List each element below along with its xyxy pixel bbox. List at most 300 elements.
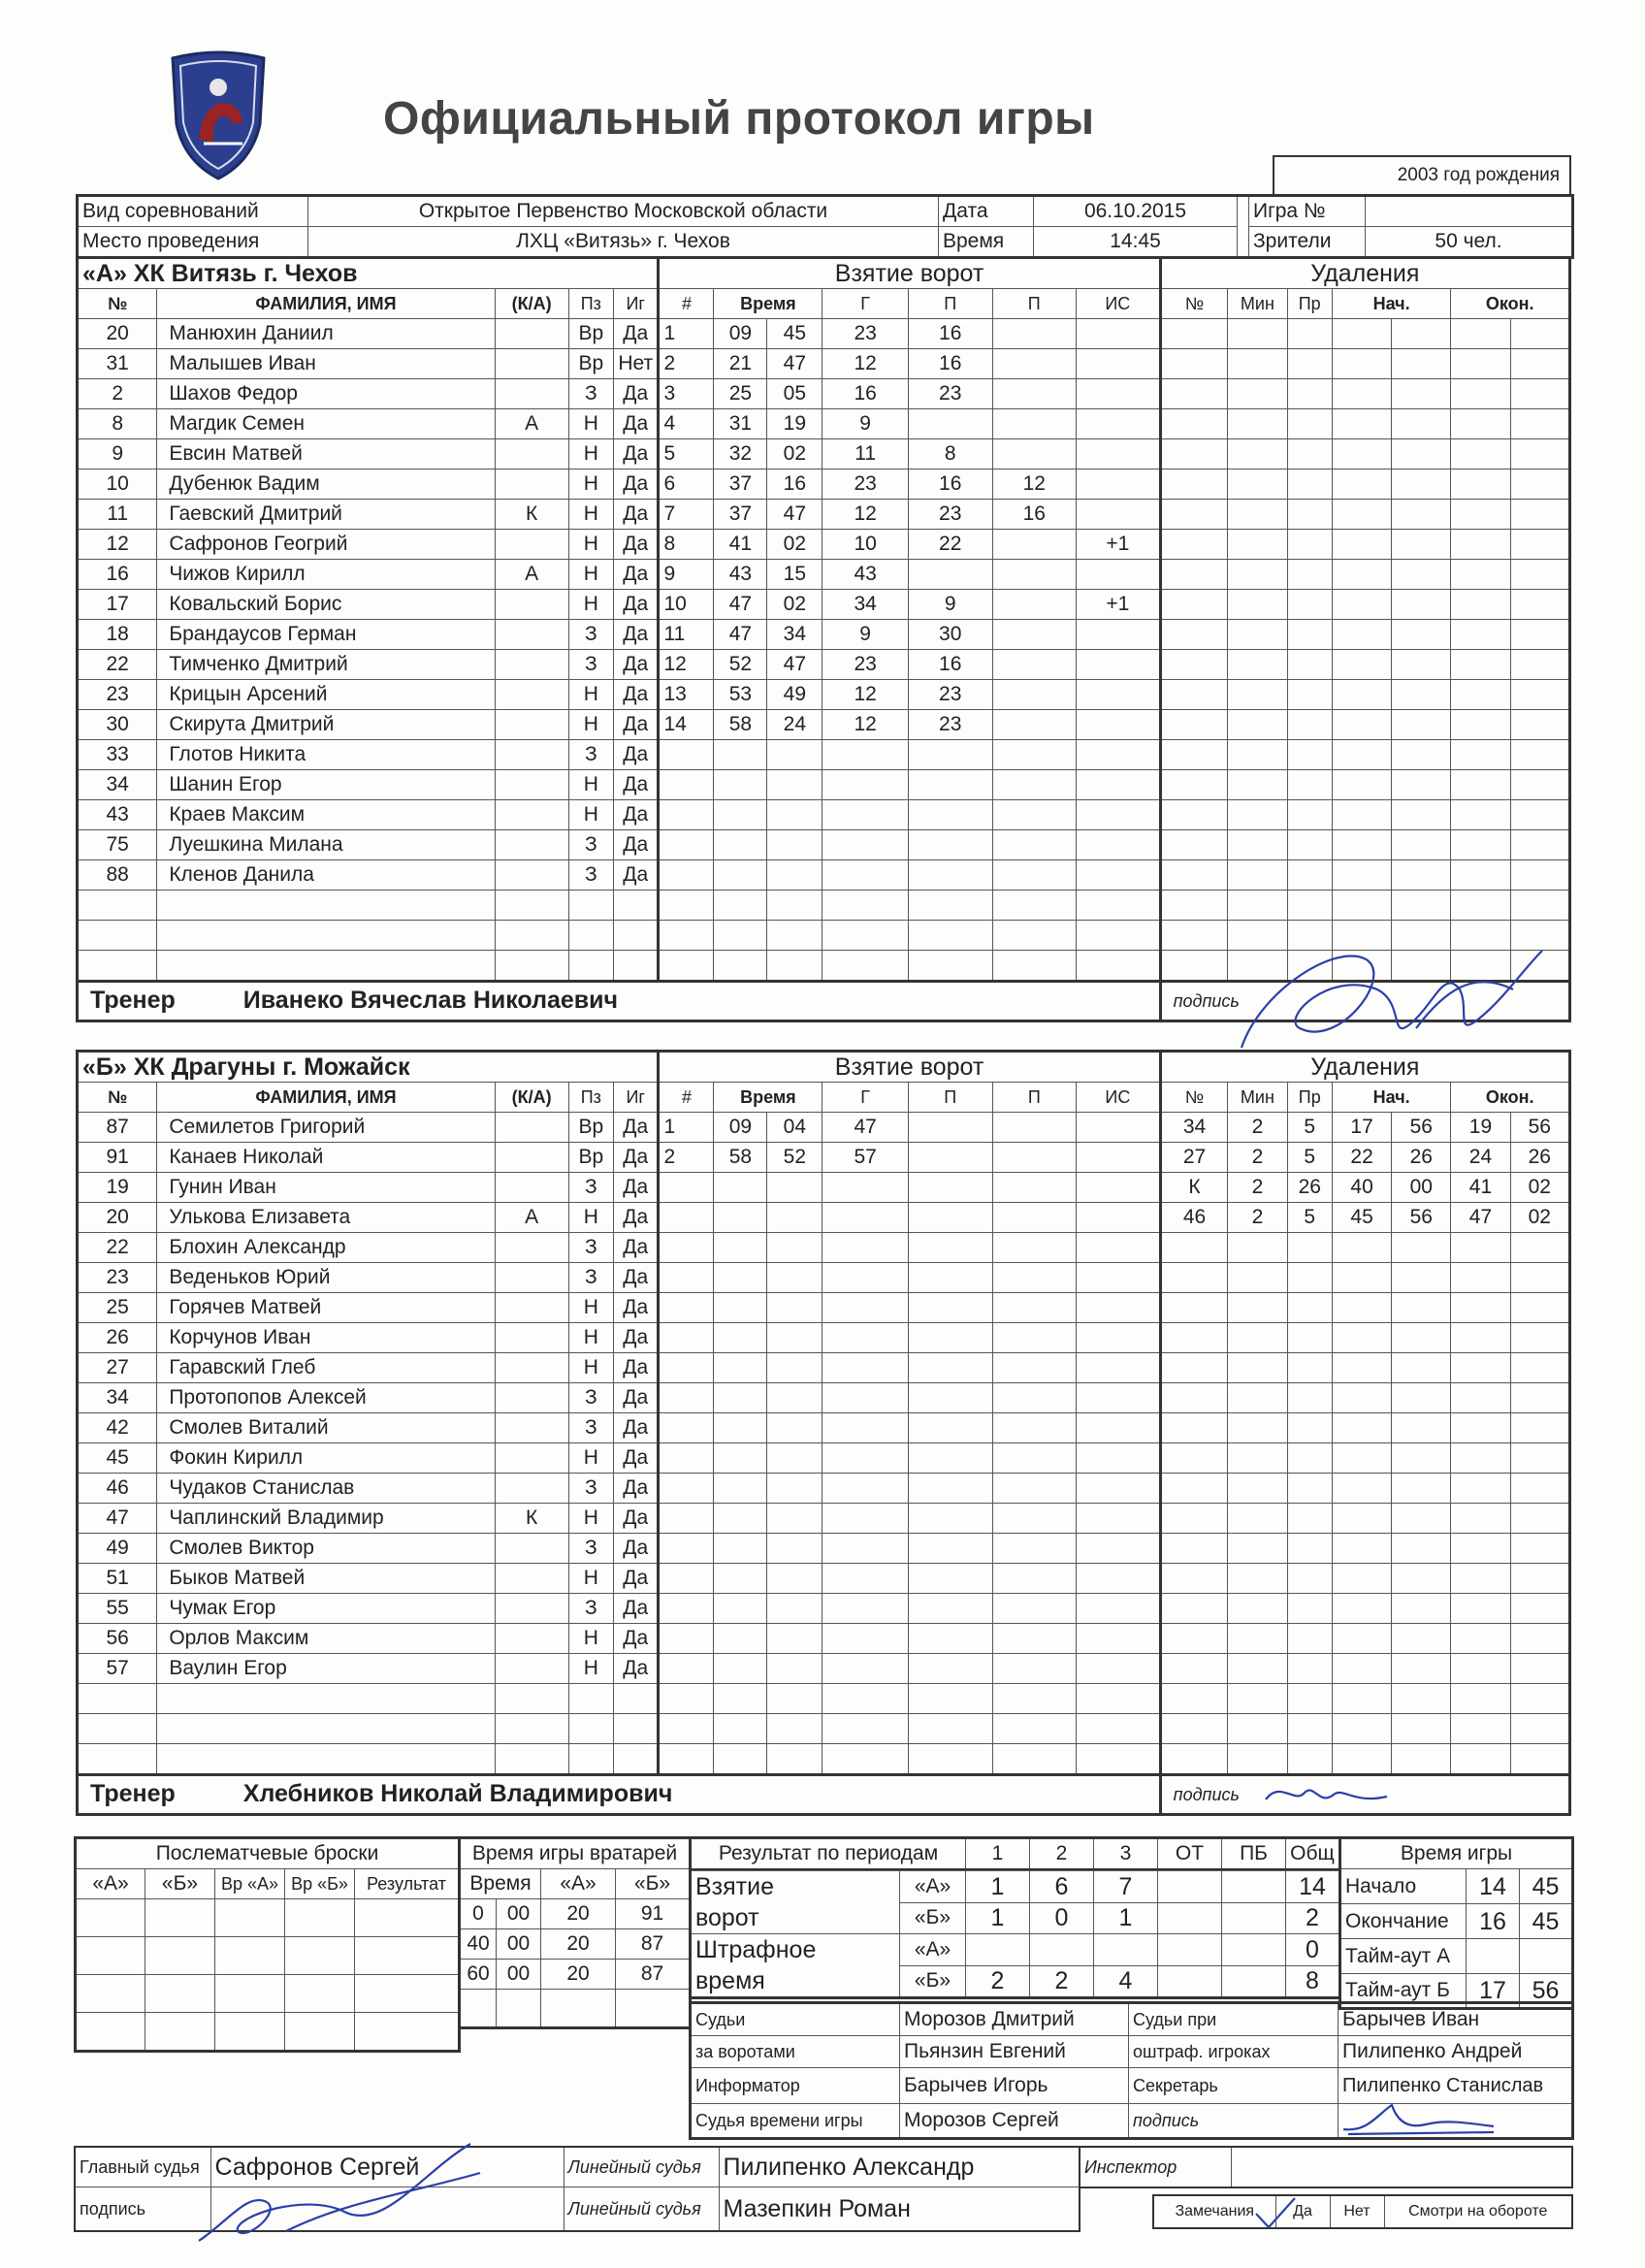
team-title: «А» ХК Витязь г. Чехов: [78, 258, 659, 289]
goal-time-min: [714, 1744, 767, 1775]
penalty-start-min: [1332, 349, 1391, 379]
period-value: 6: [1030, 1871, 1094, 1903]
penalty-reason: [1287, 409, 1332, 439]
player-number: 23: [78, 680, 157, 710]
player-position: З: [568, 650, 613, 680]
goal-scorer: 23: [822, 650, 909, 680]
player-played: Да: [614, 500, 659, 530]
table-row: [78, 770, 1570, 800]
penalty-minutes: [1228, 319, 1287, 349]
player-number: 33: [78, 740, 157, 770]
penalties-header: Удаления: [1160, 1052, 1569, 1083]
goal-scorer: [822, 740, 909, 770]
goal-situation: [1077, 500, 1161, 530]
goal-number: [659, 1353, 714, 1383]
period-col: Общ: [1286, 1838, 1340, 1870]
player-number: [78, 921, 157, 951]
goal-assist-1: [908, 921, 992, 951]
player-number: 51: [78, 1564, 157, 1594]
goal-scorer: [822, 921, 909, 951]
penalty-start-sec: 00: [1392, 1173, 1451, 1203]
player-played: Да: [614, 650, 659, 680]
player-played: Да: [614, 379, 659, 409]
table-row: [78, 500, 1570, 530]
player-position: З: [568, 1594, 613, 1624]
goal-situation: [1077, 1474, 1161, 1504]
goal-scorer: [822, 1474, 909, 1504]
goal-time-sec: 02: [767, 530, 822, 560]
penalty-minutes: [1228, 1443, 1287, 1474]
remarks-table: [1152, 2194, 1573, 2229]
period-value: 2: [966, 1965, 1030, 1998]
penalty-end-sec: [1510, 560, 1569, 590]
table-row: [78, 560, 1570, 590]
penalty-reason: [1287, 1233, 1332, 1263]
goal-assist-2: [992, 1504, 1077, 1534]
goal-scorer: 10: [822, 530, 909, 560]
goal-number: [659, 1443, 714, 1474]
table-row: [78, 710, 1570, 740]
goal-time-sec: [767, 921, 822, 951]
player-played: Да: [614, 1624, 659, 1654]
goal-situation: [1077, 1413, 1161, 1443]
goal-assist-1: 16: [908, 470, 992, 500]
player-number: 26: [78, 1323, 157, 1353]
inspector-value: [1231, 2147, 1572, 2187]
player-role: [495, 1534, 568, 1564]
player-role: [495, 830, 568, 860]
goalie-time-title: Время игры вратарей: [460, 1838, 691, 1869]
goal-assist-2: [992, 1173, 1077, 1203]
player-role: [495, 1233, 568, 1263]
player-position: Н: [568, 710, 613, 740]
goal-time-min: [714, 1654, 767, 1684]
head-ref-value: Сафронов Сергей: [210, 2147, 564, 2187]
timekeeper-value: Морозов Сергей: [900, 2104, 1129, 2139]
player-name: Евсин Матвей: [157, 439, 495, 470]
penalty-end-sec: [1510, 530, 1569, 560]
goal-time-sec: 45: [767, 319, 822, 349]
column-header: (К/А): [495, 1083, 568, 1113]
penalty-number: [1160, 620, 1228, 650]
penalty-minutes: [1228, 770, 1287, 800]
penalty-reason: [1287, 860, 1332, 891]
penalty-reason: [1287, 620, 1332, 650]
column-header: Окон.: [1451, 289, 1570, 319]
penalty-reason: [1287, 379, 1332, 409]
penalty-end-sec: [1510, 409, 1569, 439]
player-number: 27: [78, 1353, 157, 1383]
goal-situation: [1077, 1383, 1161, 1413]
player-position: [568, 921, 613, 951]
game-no-label: Игра №: [1249, 196, 1366, 227]
goal-assist-2: [992, 1323, 1077, 1353]
shootout-table: [74, 1836, 461, 2053]
player-number: 43: [78, 800, 157, 830]
goal-time-min: [714, 830, 767, 860]
penalty-minutes: [1228, 891, 1287, 921]
goal-assist-1: [908, 1654, 992, 1684]
goal-situation: +1: [1077, 590, 1161, 620]
column-header: П: [908, 289, 992, 319]
goal-scorer: [822, 860, 909, 891]
penalty-number: [1160, 770, 1228, 800]
penalty-start-min: [1332, 1654, 1391, 1684]
goal-assist-1: [908, 1383, 992, 1413]
goal-number: [659, 770, 714, 800]
referees-table: [74, 2146, 1081, 2232]
informer-label: Информатор: [691, 2068, 900, 2104]
penalty-end-sec: [1510, 1293, 1569, 1323]
penalty-number: [1160, 1323, 1228, 1353]
goal-assist-2: [992, 891, 1077, 921]
penalty-minutes: [1228, 1504, 1287, 1534]
penalty-end-sec: [1510, 470, 1569, 500]
timeout-b-label: Тайм-аут Б: [1340, 1974, 1467, 2009]
player-number: 9: [78, 439, 157, 470]
goal-assist-1: 23: [908, 500, 992, 530]
goal-assist-1: 30: [908, 620, 992, 650]
penalty-end-min: [1451, 891, 1510, 921]
goal-number: 6: [659, 470, 714, 500]
remarks-no[interactable]: Нет: [1330, 2195, 1384, 2228]
remarks-yes[interactable]: Да: [1275, 2195, 1330, 2228]
goal-situation: [1077, 349, 1161, 379]
penalty-reason: 5: [1287, 1143, 1332, 1173]
head-ref-sig-label: подпись: [75, 2187, 210, 2232]
penalty-reason: [1287, 1624, 1332, 1654]
penalty-end-min: [1451, 1263, 1510, 1293]
player-role: [495, 1654, 568, 1684]
goal-time-min: [714, 1293, 767, 1323]
date-value: 06.10.2015: [1034, 196, 1238, 227]
goal-scorer: [822, 1534, 909, 1564]
goal-time-sec: [767, 1233, 822, 1263]
penalty-number: [1160, 1233, 1228, 1263]
player-position: Н: [568, 1504, 613, 1534]
gk-team-b: 91: [616, 1899, 691, 1929]
goal-time-sec: [767, 1443, 822, 1474]
penalty-start-min: [1332, 1564, 1391, 1594]
goal-judges-label: Судьи: [691, 2003, 900, 2036]
penalty-reason: [1287, 1714, 1332, 1744]
player-name: Шахов Федор: [157, 379, 495, 409]
period-value: 8: [1286, 1965, 1340, 1998]
goal-judges-label-2: за воротами: [691, 2036, 900, 2068]
player-number: 87: [78, 1113, 157, 1143]
penalty-start-min: [1332, 710, 1391, 740]
gk-team-a: 20: [541, 1899, 616, 1929]
goal-assist-1: [908, 1413, 992, 1443]
goal-scorer: 23: [822, 470, 909, 500]
goal-assist-1: [908, 1504, 992, 1534]
table-row: [78, 921, 1570, 951]
goal-assist-1: [908, 1233, 992, 1263]
goal-assist-2: [992, 1684, 1077, 1714]
column-header: Мин: [1228, 1083, 1287, 1113]
penalty-end-sec: [1510, 680, 1569, 710]
penalty-end-min: [1451, 560, 1510, 590]
penalty-start-sec: 26: [1392, 1143, 1451, 1173]
gk-min: 40: [460, 1929, 497, 1960]
secretary-signature: [1339, 2104, 1573, 2139]
goal-time-sec: [767, 1474, 822, 1504]
table-row: [78, 530, 1570, 560]
penalty-start-min: 45: [1332, 1203, 1391, 1233]
player-played: Да: [614, 860, 659, 891]
goal-assist-1: [908, 1353, 992, 1383]
goal-assist-2: [992, 349, 1077, 379]
goal-number: 2: [659, 1143, 714, 1173]
player-played: Да: [614, 1323, 659, 1353]
penalty-end-min: [1451, 1534, 1510, 1564]
penalty-start-min: [1332, 1383, 1391, 1413]
player-played: Да: [614, 1504, 659, 1534]
player-number: [78, 951, 157, 982]
penalty-end-min: [1451, 530, 1510, 560]
period-value: [1094, 1934, 1158, 1966]
player-played: [614, 921, 659, 951]
penalty-end-sec: [1510, 710, 1569, 740]
column-header: Окон.: [1451, 1083, 1570, 1113]
penalty-number: [1160, 1654, 1228, 1684]
period-row-team: «А»: [900, 1934, 966, 1966]
penalty-reason: 5: [1287, 1113, 1332, 1143]
goal-situation: [1077, 951, 1161, 982]
competition-value: Открытое Первенство Московской области: [308, 196, 939, 227]
penalty-end-min: [1451, 921, 1510, 951]
player-position: Н: [568, 1353, 613, 1383]
player-name: Горячев Матвей: [157, 1293, 495, 1323]
player-played: Да: [614, 439, 659, 470]
goal-number: 13: [659, 680, 714, 710]
player-name: Сафронов Геогрий: [157, 530, 495, 560]
player-role: [495, 1594, 568, 1624]
teamB-table: [76, 1050, 1571, 1816]
column-header: ИС: [1077, 289, 1161, 319]
penalty-minutes: [1228, 680, 1287, 710]
player-role: А: [495, 1203, 568, 1233]
penalty-end-sec: [1510, 891, 1569, 921]
goal-assist-2: [992, 1744, 1077, 1775]
player-played: Нет: [614, 349, 659, 379]
player-role: [495, 921, 568, 951]
penalty-end-min: [1451, 319, 1510, 349]
player-position: Н: [568, 1203, 613, 1233]
goal-assist-1: [908, 1564, 992, 1594]
goal-number: [659, 1413, 714, 1443]
penalty-reason: [1287, 349, 1332, 379]
table-row: [78, 1143, 1570, 1173]
goal-assist-1: 23: [908, 710, 992, 740]
goal-scorer: 9: [822, 620, 909, 650]
player-name: Чумак Егор: [157, 1594, 495, 1624]
penalty-number: [1160, 1714, 1228, 1744]
table-row: [78, 891, 1570, 921]
penalty-start-min: [1332, 620, 1391, 650]
goal-number: [659, 1233, 714, 1263]
penalty-minutes: [1228, 620, 1287, 650]
gk-min: 0: [460, 1899, 497, 1929]
column-header: Пз: [568, 1083, 613, 1113]
penalty-reason: [1287, 1293, 1332, 1323]
penalty-start-sec: [1392, 830, 1451, 860]
penalty-reason: [1287, 1534, 1332, 1564]
table-row: [78, 680, 1570, 710]
player-position: З: [568, 1413, 613, 1443]
player-number: 49: [78, 1534, 157, 1564]
goal-time-sec: [767, 1203, 822, 1233]
shootout-title: Послематчевые броски: [76, 1838, 460, 1869]
player-number: 2: [78, 379, 157, 409]
goal-time-min: [714, 891, 767, 921]
goals-header: Взятие ворот: [659, 1052, 1160, 1083]
goal-scorer: 34: [822, 590, 909, 620]
penalty-start-sec: [1392, 1714, 1451, 1744]
goal-scorer: [822, 1744, 909, 1775]
penalty-end-sec: [1510, 620, 1569, 650]
penalty-number: [1160, 590, 1228, 620]
penalty-minutes: [1228, 349, 1287, 379]
penalty-minutes: [1228, 1293, 1287, 1323]
penalty-minutes: [1228, 530, 1287, 560]
penalty-end-sec: 56: [1510, 1113, 1569, 1143]
goal-scorer: 12: [822, 349, 909, 379]
penalty-minutes: [1228, 1744, 1287, 1775]
goal-assist-2: [992, 770, 1077, 800]
goal-time-sec: [767, 1293, 822, 1323]
penalty-end-sec: 02: [1510, 1203, 1569, 1233]
goal-time-min: [714, 740, 767, 770]
period-value: [1030, 1934, 1094, 1966]
goal-assist-2: [992, 620, 1077, 650]
goal-time-sec: [767, 740, 822, 770]
penalty-start-sec: [1392, 1233, 1451, 1263]
goal-situation: [1077, 1594, 1161, 1624]
linesman-2-label: Линейный судья: [564, 2187, 719, 2232]
goal-assist-2: [992, 830, 1077, 860]
table-row: [78, 1564, 1570, 1594]
penalty-number: [1160, 349, 1228, 379]
player-played: Да: [614, 1564, 659, 1594]
goal-scorer: 12: [822, 680, 909, 710]
penalty-reason: [1287, 470, 1332, 500]
spacer: [1238, 227, 1249, 258]
penalty-end-min: [1451, 590, 1510, 620]
penalty-end-sec: [1510, 1233, 1569, 1263]
goal-scorer: 9: [822, 409, 909, 439]
informer-value: Барычев Игорь: [900, 2068, 1129, 2104]
penalty-start-min: [1332, 379, 1391, 409]
goal-time-sec: [767, 1263, 822, 1293]
goal-assist-1: 16: [908, 349, 992, 379]
player-role: [495, 1353, 568, 1383]
player-number: 10: [78, 470, 157, 500]
linesman-1-label: Линейный судья: [564, 2147, 719, 2187]
goal-time-min: [714, 1594, 767, 1624]
column-header: №: [78, 289, 157, 319]
table-row: [78, 800, 1570, 830]
penalty-start-min: [1332, 650, 1391, 680]
goals-header: Взятие ворот: [659, 258, 1160, 289]
player-position: Вр: [568, 1143, 613, 1173]
goal-time-sec: [767, 891, 822, 921]
goal-time-min: 09: [714, 1113, 767, 1143]
player-position: [568, 1684, 613, 1714]
penalty-start-min: [1332, 830, 1391, 860]
player-position: З: [568, 1383, 613, 1413]
goal-situation: [1077, 379, 1161, 409]
player-name: [157, 1714, 495, 1744]
player-role: [495, 770, 568, 800]
goal-number: [659, 1684, 714, 1714]
goal-time-min: [714, 1203, 767, 1233]
goal-scorer: [822, 1714, 909, 1744]
period-col: 1: [966, 1838, 1030, 1870]
penalty-number: [1160, 409, 1228, 439]
penalty-start-sec: [1392, 1383, 1451, 1413]
game-time-table: [1339, 1836, 1574, 2010]
penalty-end-sec: [1510, 830, 1569, 860]
goal-time-sec: [767, 800, 822, 830]
penalty-end-min: [1451, 740, 1510, 770]
goal-scorer: [822, 1624, 909, 1654]
player-position: Н: [568, 770, 613, 800]
penalty-end-min: [1451, 860, 1510, 891]
goal-situation: [1077, 1263, 1161, 1293]
goal-situation: [1077, 560, 1161, 590]
penalty-number: [1160, 560, 1228, 590]
penalty-end-min: [1451, 1443, 1510, 1474]
team-title: «Б» ХК Драгуны г. Можайск: [78, 1052, 659, 1083]
player-position: [568, 891, 613, 921]
goal-time-min: [714, 860, 767, 891]
player-name: Веденьков Юрий: [157, 1263, 495, 1293]
table-row: [78, 1173, 1570, 1203]
table-row: [78, 1233, 1570, 1263]
goal-time-sec: [767, 860, 822, 891]
penalty-start-min: [1332, 891, 1391, 921]
player-number: 19: [78, 1173, 157, 1203]
period-value: [1158, 1934, 1222, 1966]
penalty-minutes: [1228, 590, 1287, 620]
head-ref-label: Главный судья: [75, 2147, 210, 2187]
timeout-a-min: [1520, 1939, 1573, 1974]
goal-situation: [1077, 921, 1161, 951]
goal-time-sec: [767, 1564, 822, 1594]
goal-situation: [1077, 1203, 1161, 1233]
inspector-label: Инспектор: [1080, 2147, 1231, 2187]
goal-assist-1: 9: [908, 590, 992, 620]
penalty-minutes: [1228, 1594, 1287, 1624]
goal-scorer: 12: [822, 710, 909, 740]
player-role: [495, 1263, 568, 1293]
goal-time-sec: [767, 770, 822, 800]
goal-time-sec: 24: [767, 710, 822, 740]
player-number: 88: [78, 860, 157, 891]
periods-title: Результат по периодам: [691, 1838, 966, 1870]
penalty-reason: [1287, 680, 1332, 710]
penalty-reason: [1287, 740, 1332, 770]
penalty-number: [1160, 500, 1228, 530]
player-position: Н: [568, 470, 613, 500]
goal-assist-1: [908, 1624, 992, 1654]
goal-scorer: [822, 1594, 909, 1624]
player-role: [495, 951, 568, 982]
penalty-number: [1160, 1624, 1228, 1654]
player-played: Да: [614, 1293, 659, 1323]
penalty-end-sec: [1510, 1564, 1569, 1594]
